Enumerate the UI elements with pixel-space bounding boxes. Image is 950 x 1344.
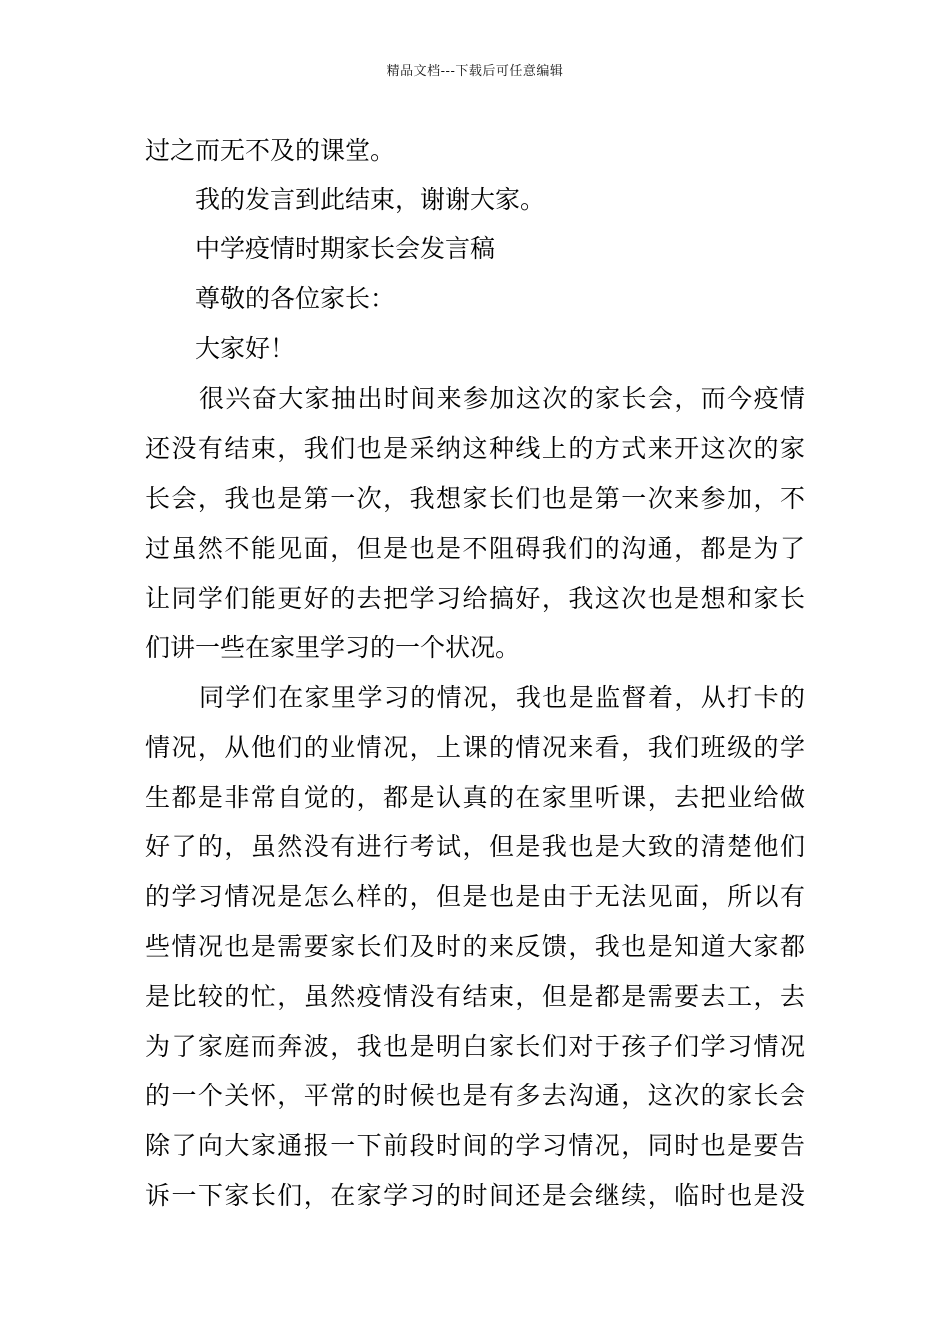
paragraph-line: 些情况也是需要家长们及时的来反馈，我也是知道大家都 (145, 932, 805, 961)
text-line: 我的发言到此结束，谢谢大家。 (195, 185, 546, 214)
paragraph-line: 还没有结束，我们也是采纳这种线上的方式来开这次的家 (145, 434, 805, 463)
paragraph-line: 为了家庭而奔波，我也是明白家长们对于孩子们学习情况 (145, 1032, 805, 1061)
paragraph-line: 很兴奋大家抽出时间来参加这次的家长会，而今疫情 (199, 384, 805, 413)
paragraph-line: 诉一下家长们，在家学习的时间还是会继续，临时也是没 (145, 1181, 805, 1210)
paragraph-line: 是比较的忙，虽然疫情没有结束，但是都是需要去工，去 (145, 982, 805, 1011)
page-header: 精品文档---下载后可任意编辑 (386, 64, 564, 79)
greeting: 大家好！ (195, 334, 296, 363)
salutation: 尊敬的各位家长： (195, 284, 396, 313)
paragraph-line: 的学习情况是怎么样的，但是也是由于无法见面，所以有 (145, 882, 805, 911)
paragraph-line: 生都是非常自觉的，都是认真的在家里听课，去把业给做 (145, 783, 805, 812)
paragraph-line: 情况，从他们的业情况，上课的情况来看，我们班级的学 (145, 733, 805, 762)
paragraph-line: 长会，我也是第一次，我想家长们也是第一次来参加，不 (145, 484, 805, 513)
paragraph-line: 的一个关怀，平常的时候也是有多去沟通，这次的家长会 (145, 1081, 805, 1110)
paragraph-line: 过虽然不能见面，但是也是不阻碍我们的沟通，都是为了 (145, 534, 805, 563)
section-title: 中学疫情时期家长会发言稿 (195, 234, 496, 263)
text-line: 过之而无不及的课堂。 (145, 136, 396, 165)
paragraph-line: 好了的，虽然没有进行考试，但是我也是大致的清楚他们 (145, 832, 805, 861)
paragraph-line: 让同学们能更好的去把学习给搞好，我这次也是想和家长 (145, 584, 805, 613)
paragraph-line: 们讲一些在家里学习的一个状况。 (145, 633, 521, 662)
paragraph-line: 除了向大家通报一下前段时间的学习情况，同时也是要告 (145, 1131, 805, 1160)
paragraph-line: 同学们在家里学习的情况，我也是监督着，从打卡的 (199, 683, 805, 712)
